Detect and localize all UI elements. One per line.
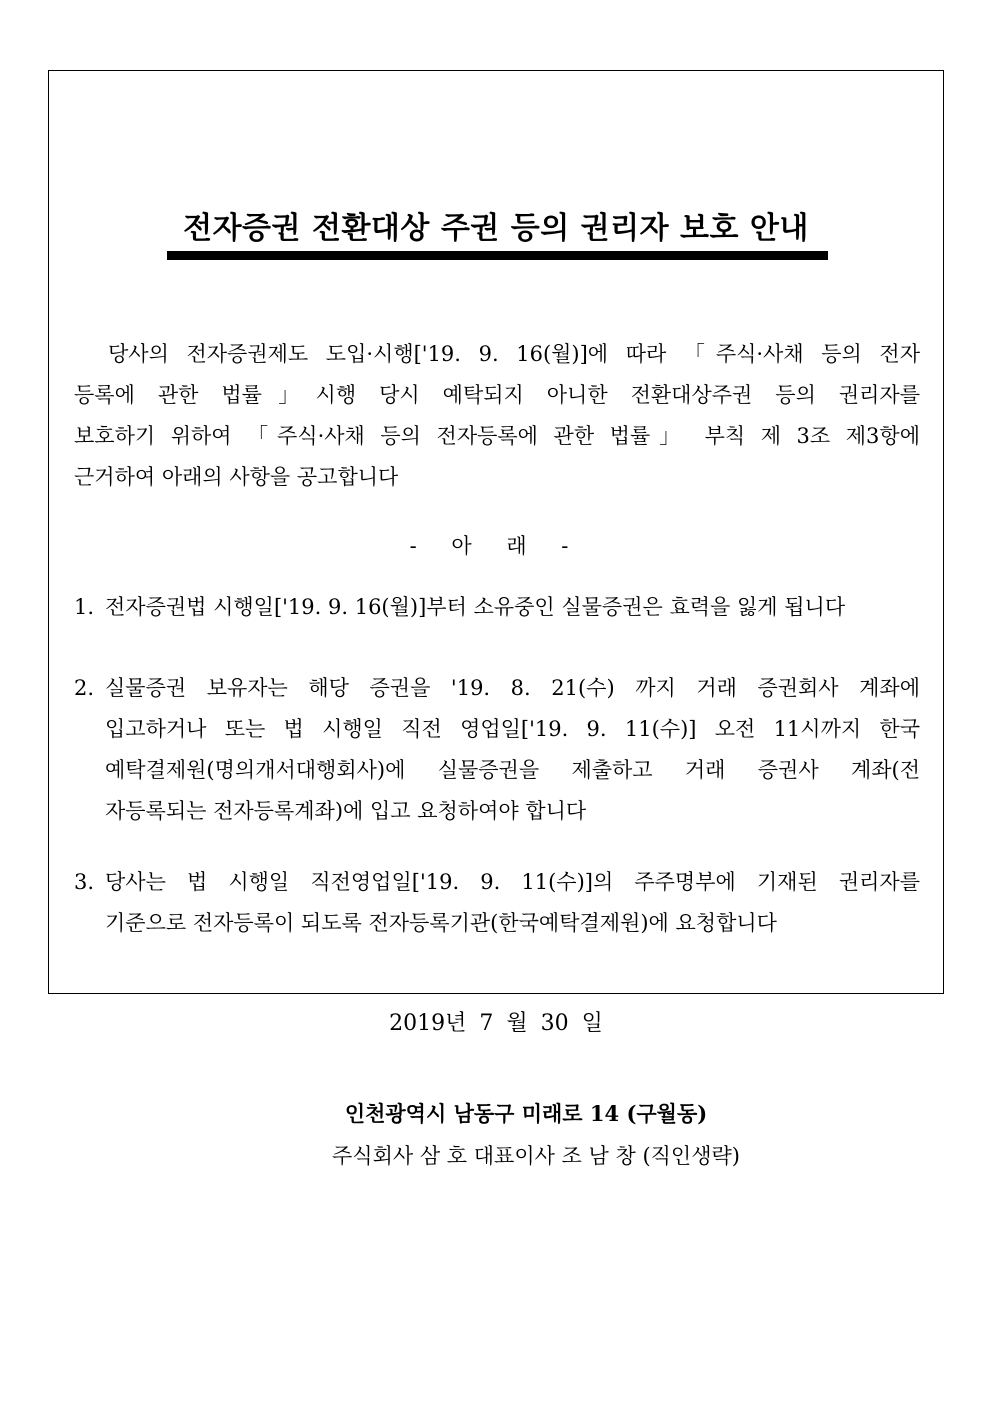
page-title: 전자증권 전환대상 주권 등의 권리자 보호 안내 (183, 211, 809, 246)
list-item-number: 2. (74, 676, 95, 700)
list-item-line: 입고하거나 또는 법 시행일 직전 영업일['19. 9. 11(수)] 오전 11시까지 한국 (105, 717, 920, 741)
list-item-3 (74, 862, 920, 944)
list-item-number: 1. (74, 595, 95, 619)
company-signatory: 주식회사 삼 호 대표이사 조 남 창 (직인생략) (332, 1144, 740, 1168)
intro-line-3: 보호하기 위하여 「주식·사채 등의 전자등록에 관한 법률」 부칙 제 3조 제3항에 (74, 424, 920, 448)
list-item-line: 기준으로 전자등록이 되도록 전자등록기관(한국예탁결제원)에 요청합니다 (105, 911, 777, 935)
list-item-line: 전자증권법 시행일['19. 9. 16(월)]부터 소유중인 실물증권은 효력을 잃게 됩니다 (105, 595, 846, 619)
list-item-1 (74, 587, 920, 628)
list-item-line: 자등록되는 전자등록계좌)에 입고 요청하여야 합니다 (105, 799, 587, 823)
list-item-line: 당사는 법 시행일 직전영업일['19. 9. 11(수)]의 주주명부에 기재된 권리자를 (105, 870, 920, 894)
section-heading: - 아 래 - (409, 534, 583, 558)
intro-paragraph (74, 334, 920, 498)
title-underline-bar (167, 251, 828, 260)
list-item-2 (74, 668, 920, 832)
intro-line-1: 당사의 전자증권제도 도입·시행['19. 9. 16(월)]에 따라 「주식·사채 등의 전자 (108, 342, 920, 366)
intro-line-4: 근거하여 아래의 사항을 공고합니다 (74, 465, 399, 489)
company-address: 인천광역시 남동구 미래로 14 (구월동) (344, 1101, 708, 1126)
list-item-line: 실물증권 보유자는 해당 증권을 '19. 8. 21(수) 까지 거래 증권회사 계좌에 (105, 676, 920, 700)
notice-date: 2019년 7 월 30 일 (389, 1011, 603, 1036)
list-item-number: 3. (74, 870, 95, 894)
intro-line-2: 등록에 관한 법률」시행 당시 예탁되지 아니한 전환대상주권 등의 권리자를 (74, 383, 920, 407)
list-item-line: 예탁결제원(명의개서대행회사)에 실물증권을 제출하고 거래 증권사 계좌(전 (105, 758, 920, 782)
